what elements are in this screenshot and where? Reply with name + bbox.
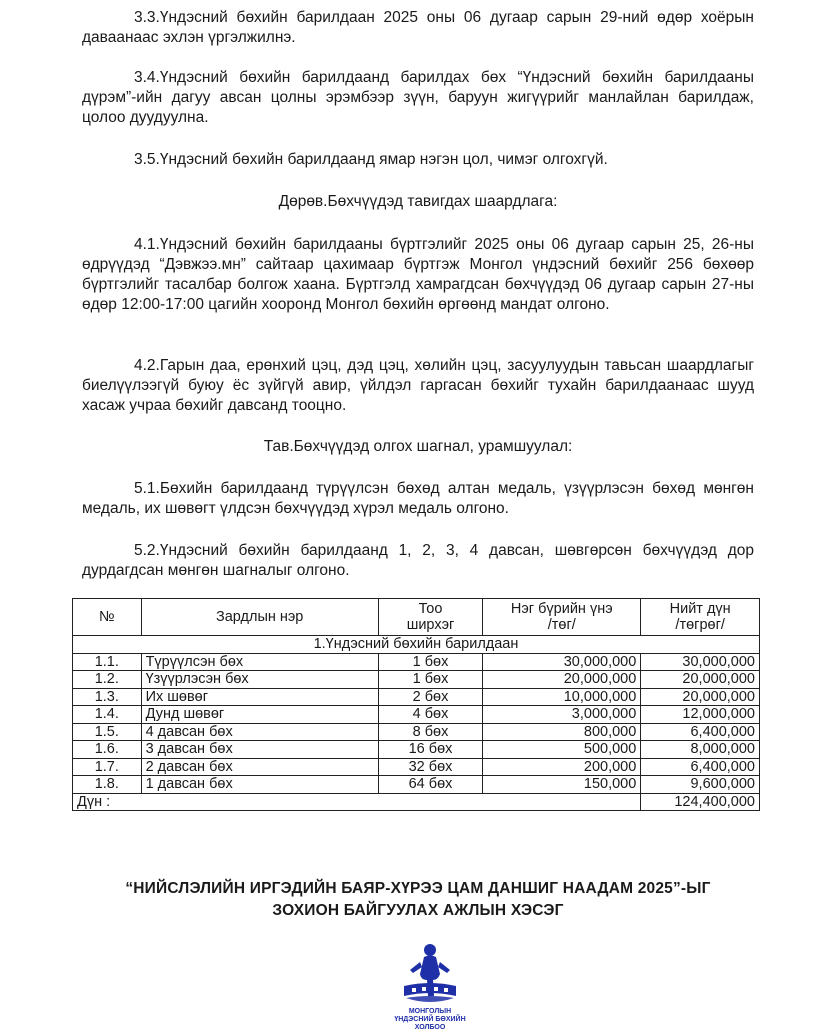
row-number: 1.8. [73,776,142,794]
row-quantity: 32 бөх [378,758,482,776]
row-unit-price: 3,000,000 [483,706,641,724]
header-unit-price: Нэг бүрийн үнэ /төг/ [483,599,641,636]
row-number: 1.7. [73,758,142,776]
paragraph-3-4: 3.4.Үндэсний бөхийн барилдаанд барилдах бөх “Үндэсний бөхийн барилдааны дүрэм”-ийн дагуу авсан цолны эрэмбээр зүүн, баруун жигүүрийг манлайлан барилдаж, цолоо дуудуулна. [82,69,754,126]
row-number: 1.3. [73,688,142,706]
row-quantity: 64 бөх [378,776,482,794]
row-name: Түрүүлсэн бөх [141,653,378,671]
table-row [73,671,760,689]
row-unit-price: 500,000 [483,741,641,759]
committee-title-line-1: “НИЙСЛЭЛИЙН ИРГЭДИЙН БАЯР-ХҮРЭЭ ЦАМ ДАНШИГ НААДАМ 2025”-ЫГ [125,880,711,897]
paragraph-3-5: 3.5.Үндэсний бөхийн барилдаанд ямар нэгэн цол, чимэг олгохгүй. [134,151,608,168]
header-number: № [73,599,142,636]
row-name: 3 давсан бөх [141,741,378,759]
row-quantity: 1 бөх [378,671,482,689]
row-number: 1.4. [73,706,142,724]
row-quantity: 2 бөх [378,688,482,706]
section-heading-5: Тав.Бөхчүүдэд олгох шагнал, урамшуулал: [263,438,573,455]
committee-title [82,878,754,922]
committee-title-line-2: ЗОХИОН БАЙГУУЛАХ АЖЛЫН ХЭСЭГ [272,902,564,919]
row-number: 1.2. [73,671,142,689]
paragraph-4-1: 4.1.Үндэсний бөхийн барилдааны бүртгэлийг 2025 оны 06 дугаар сарын 25, 26-ны өдрүүдэд “Дэвжээ.мн” сайтаар цахимаар бүртгэж Монгол үндэсний бөхийг 256 бөхөөр бүртгэлийг тасалбар болгож хаана. Бүртгэлд хамрагдсан бөхчүүдэд 06 дугаар сарын 27-ны өдөр 12:00-17:00 цагийн хооронд Монгол бөхийн өргөөнд мандат олгоно. [82,236,754,313]
row-unit-price: 30,000,000 [483,653,641,671]
prize-table [72,598,760,811]
table-row [73,706,760,724]
table-section-title: 1.Үндэсний бөхийн барилдаан [73,636,760,654]
row-number: 1.6. [73,741,142,759]
row-quantity: 8 бөх [378,723,482,741]
table-row [73,776,760,794]
table-header-row [73,599,760,636]
table-row [73,741,760,759]
table-section-row [73,636,760,654]
row-total: 8,000,000 [641,741,760,759]
header-name: Зардлын нэр [141,599,378,636]
table-row [73,758,760,776]
row-name: 2 давсан бөх [141,758,378,776]
row-unit-price: 20,000,000 [483,671,641,689]
row-quantity: 4 бөх [378,706,482,724]
row-unit-price: 150,000 [483,776,641,794]
sum-value: 124,400,000 [641,793,760,811]
row-total: 12,000,000 [641,706,760,724]
row-total: 9,600,000 [641,776,760,794]
row-total: 20,000,000 [641,688,760,706]
paragraph-5-1: 5.1.Бөхийн барилдаанд түрүүлсэн бөхөд алтан медаль, үзүүрлэсэн бөхөд мөнгөн медаль, их шөвөгт үлдсэн бөхчүүдэд хүрэл медаль олгоно. [82,480,754,517]
row-name: Их шөвөг [141,688,378,706]
row-name: Дунд шөвөг [141,706,378,724]
table-row [73,723,760,741]
row-name: 1 давсан бөх [141,776,378,794]
paragraph-4-2: 4.2.Гарын даа, ерөнхий цэц, дэд цэц, хөлийн цэц, засуулуудын тавьсан шаардлагыг биелүүлээгүй буюу ёс зүйгүй авир, үйлдэл гаргасан бөхийг тухайн барилдаанаас шууд хасаж учраа бөхийг давсанд тооцно. [82,357,754,414]
row-unit-price: 10,000,000 [483,688,641,706]
federation-logo-text: МОНГОЛЫН ҮНДЭСНИЙ БӨХИЙН ХОЛБОО [394,1008,466,1031]
row-quantity: 1 бөх [378,653,482,671]
row-number: 1.1. [73,653,142,671]
header-quantity: Тоо ширхэг [378,599,482,636]
row-unit-price: 800,000 [483,723,641,741]
row-unit-price: 200,000 [483,758,641,776]
table-row [73,688,760,706]
paragraph-5-2: 5.2.Үндэсний бөхийн барилдаанд 1, 2, 3, 4 давсан, шөвгөрсөн бөхчүүдэд дор дурдагдсан мөнгөн шагналыг олгоно. [82,542,754,579]
row-total: 20,000,000 [641,671,760,689]
row-quantity: 16 бөх [378,741,482,759]
sum-label: Дүн : [73,793,641,811]
header-total: Нийт дүн /төгрөг/ [641,599,760,636]
row-total: 6,400,000 [641,723,760,741]
row-name: Үзүүрлэсэн бөх [141,671,378,689]
row-name: 4 давсан бөх [141,723,378,741]
row-total: 6,400,000 [641,758,760,776]
section-heading-4: Дөрөв.Бөхчүүдэд тавигдах шаардлага: [278,193,558,210]
table-row [73,653,760,671]
row-number: 1.5. [73,723,142,741]
table-sum-row [73,793,760,811]
row-total: 30,000,000 [641,653,760,671]
paragraph-3-3: 3.3.Үндэсний бөхийн барилдаан 2025 оны 06 дугаар сарын 29-ний өдөр хоёрын даваанаас эхлэн үргэлжилнэ. [82,9,754,46]
